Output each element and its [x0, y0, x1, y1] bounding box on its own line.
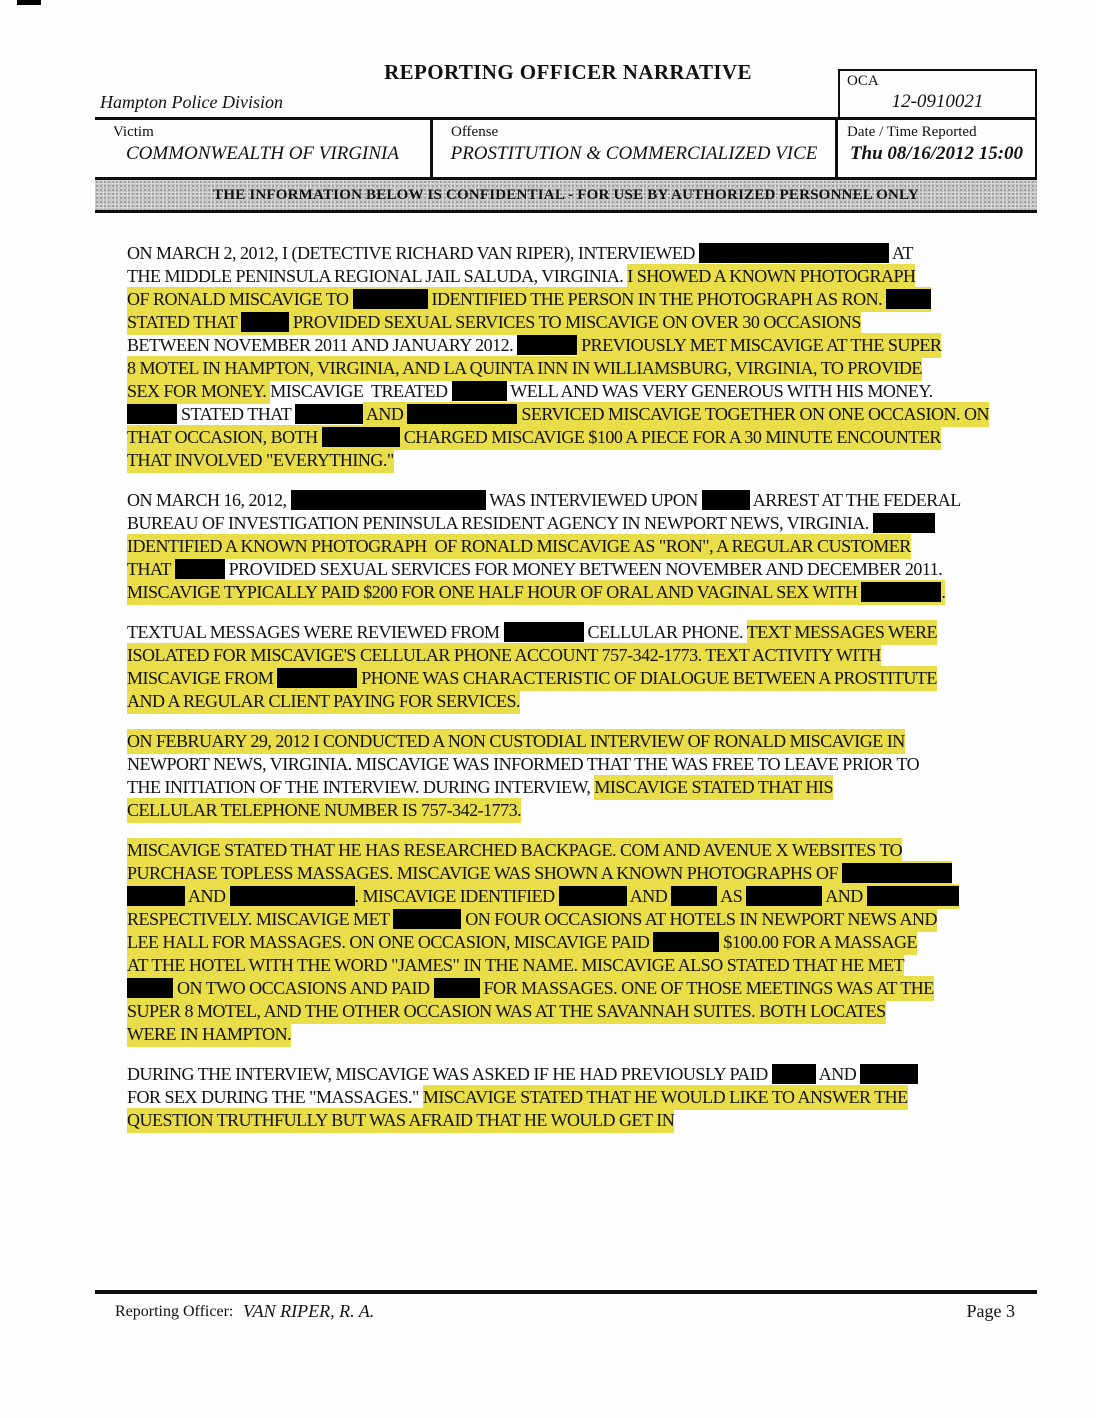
redaction-wrap — [861, 580, 941, 605]
reporting-officer-name: VAN RIPER, R. A. — [243, 1301, 375, 1321]
redaction-box — [867, 886, 959, 906]
narrative-line — [127, 730, 1019, 753]
redaction-wrap — [671, 884, 717, 909]
redaction-wrap — [127, 404, 177, 424]
text-segment: MISCAVIGE TREATED — [270, 381, 452, 401]
narrative-line — [127, 357, 1019, 380]
offense-label: Offense — [451, 124, 499, 140]
narrative-paragraph — [127, 730, 1019, 822]
narrative-line — [127, 931, 1019, 954]
narrative-line — [127, 426, 1019, 449]
redaction-wrap — [295, 404, 363, 424]
offense-cell — [433, 120, 838, 177]
reporting-officer-label: Reporting Officer: — [115, 1303, 234, 1320]
footer — [95, 1301, 1037, 1325]
text-segment: AND — [815, 1064, 861, 1084]
text-segment: CELLULAR PHONE. — [583, 622, 747, 642]
redaction-wrap — [504, 622, 584, 642]
redaction-box — [702, 490, 750, 510]
redaction-wrap — [230, 884, 355, 909]
redaction-box — [772, 1064, 816, 1084]
date-reported-cell — [838, 120, 1037, 177]
scan-artifact — [17, 0, 41, 5]
narrative-line — [127, 311, 1019, 334]
text-segment: ON TWO OCCASIONS AND PAID — [173, 976, 434, 1001]
redaction-wrap — [291, 490, 486, 510]
narrative-line — [127, 403, 1019, 426]
text-segment: AND — [627, 884, 672, 909]
text-segment: TEXTUAL MESSAGES WERE REVIEWED FROM — [127, 622, 504, 642]
text-segment: AS — [717, 884, 746, 909]
narrative-line — [127, 1063, 1019, 1086]
redaction-box — [873, 513, 935, 533]
narrative-line — [127, 1023, 1019, 1046]
narrative-paragraph — [127, 621, 1019, 713]
redaction-wrap — [860, 1064, 918, 1084]
redaction-box — [393, 909, 461, 929]
text-segment: CELLULAR TELEPHONE NUMBER IS 757-342-1773. — [127, 798, 521, 823]
text-segment: ON FEBRUARY 29, 2012 I CONDUCTED A NON CUSTODIAL INTERVIEW OF RONALD MISCAVIGE IN — [127, 729, 905, 754]
redaction-wrap — [407, 402, 517, 427]
redaction-wrap — [353, 287, 428, 312]
text-segment: PROVIDED SEXUAL SERVICES TO MISCAVIGE ON OVER 30 OCCASIONS — [289, 310, 861, 335]
text-segment: ON MARCH 2, 2012, I (DETECTIVE RICHARD VAN RIPER), INTERVIEWED — [127, 243, 699, 263]
text-segment: WELL AND WAS VERY GENEROUS WITH HIS MONEY. — [506, 381, 933, 401]
victim-cell — [95, 120, 433, 177]
narrative-body — [127, 242, 1019, 1149]
text-segment: THAT — [127, 557, 175, 582]
text-segment: ON FOUR OCCASIONS AT HOTELS IN NEWPORT NEWS AND — [461, 907, 937, 932]
text-segment: NEWPORT NEWS, VIRGINIA. MISCAVIGE WAS INFORMED THAT THE WAS FREE TO LEAVE PRIOR TO — [127, 754, 920, 774]
narrative-line — [127, 776, 1019, 799]
text-segment: PURCHASE TOPLESS MASSAGES. MISCAVIGE WAS SHOWN A KNOWN PHOTOGRAPHS OF — [127, 861, 842, 886]
narrative-line — [127, 1086, 1019, 1109]
redaction-box — [434, 978, 480, 998]
redaction-wrap — [393, 907, 461, 932]
narrative-line — [127, 535, 1019, 558]
oca-box — [838, 69, 1037, 119]
redaction-wrap — [452, 381, 507, 401]
redaction-wrap — [653, 930, 719, 955]
redaction-box — [277, 668, 357, 688]
text-segment: SUPER 8 MOTEL, AND THE OTHER OCCASION WAS AT THE SAVANNAH SUITES. BOTH LOCATES — [127, 999, 886, 1024]
narrative-paragraph — [127, 839, 1019, 1046]
narrative-line — [127, 644, 1019, 667]
text-segment: AT THE HOTEL WITH THE WORD "JAMES" IN THE NAME. MISCAVIGE ALSO STATED THAT HE MET — [127, 953, 904, 978]
redaction-wrap — [699, 243, 889, 263]
narrative-line — [127, 512, 1019, 535]
redaction-wrap — [772, 1064, 816, 1084]
text-segment: AT — [888, 243, 913, 263]
text-segment: WAS INTERVIEWED UPON — [485, 490, 702, 510]
redaction-wrap — [434, 976, 480, 1001]
redaction-wrap — [867, 884, 959, 909]
text-segment: THE MIDDLE PENINSULA REGIONAL JAIL SALUDA, VIRGINIA. — [127, 266, 628, 286]
text-segment: PHONE WAS CHARACTERISTIC OF DIALOGUE BETWEEN A PROSTITUTE — [357, 666, 937, 691]
narrative-line — [127, 449, 1019, 472]
text-segment: . MISCAVIGE IDENTIFIED — [355, 884, 559, 909]
text-segment: FOR MASSAGES. ONE OF THOSE MEETINGS WAS AT THE — [480, 976, 934, 1001]
text-segment: THE INITIATION OF THE INTERVIEW. DURING INTERVIEW, — [127, 777, 595, 797]
narrative-paragraph — [127, 242, 1019, 472]
redaction-box — [452, 381, 507, 401]
oca-number: 12-0910021 — [891, 91, 984, 112]
text-segment: . — [941, 580, 945, 605]
redaction-box — [861, 582, 941, 602]
redaction-wrap — [873, 513, 935, 533]
text-segment: OF RONALD MISCAVIGE TO — [127, 287, 353, 312]
text-segment: WERE IN HAMPTON. — [127, 1022, 291, 1047]
redaction-box — [746, 886, 822, 906]
text-segment: AND A REGULAR CLIENT PAYING FOR SERVICES. — [127, 689, 520, 714]
redaction-wrap — [886, 287, 931, 312]
redaction-wrap — [127, 884, 185, 909]
redaction-box — [842, 863, 952, 883]
redaction-wrap — [175, 557, 225, 582]
narrative-paragraph — [127, 1063, 1019, 1132]
redaction-box — [860, 1064, 918, 1084]
narrative-line — [127, 1000, 1019, 1023]
narrative-line — [127, 977, 1019, 1000]
page-number: Page 3 — [966, 1301, 1015, 1321]
narrative-line — [127, 334, 1019, 357]
text-segment: TEXT MESSAGES WERE — [747, 620, 937, 645]
redaction-box — [295, 404, 363, 424]
footer-divider — [95, 1290, 1037, 1294]
redaction-box — [504, 622, 584, 642]
text-segment: IDENTIFIED A KNOWN PHOTOGRAPH OF RONALD MISCAVIGE AS "RON", A REGULAR CUSTOMER — [127, 534, 911, 559]
redaction-wrap — [842, 861, 952, 886]
text-segment: STATED THAT — [177, 404, 295, 424]
narrative-line — [127, 380, 1019, 403]
text-segment: I SHOWED A KNOWN PHOTOGRAPH — [627, 264, 915, 289]
text-segment: FOR SEX DURING THE "MASSAGES." — [127, 1087, 423, 1107]
redaction-box — [322, 427, 400, 447]
text-segment: QUESTION TRUTHFULLY BUT WAS AFRAID THAT HE WOULD GET IN — [127, 1108, 674, 1133]
text-segment: DURING THE INTERVIEW, MISCAVIGE WAS ASKED IF HE HAD PREVIOUSLY PAID — [127, 1064, 772, 1084]
text-segment: MISCAVIGE TYPICALLY PAID $200 FOR ONE HALF HOUR OF ORAL AND VAGINAL SEX WITH — [127, 580, 861, 605]
narrative-line — [127, 753, 1019, 776]
text-segment: $100.00 FOR A MASSAGE — [719, 930, 917, 955]
text-segment: THAT OCCASION, BOTH — [127, 425, 322, 450]
narrative-line — [127, 839, 1019, 862]
narrative-line — [127, 862, 1019, 885]
redaction-wrap — [241, 310, 289, 335]
text-segment: RESPECTIVELY. MISCAVIGE MET — [127, 907, 393, 932]
text-segment: AND — [822, 884, 867, 909]
narrative-line — [127, 288, 1019, 311]
narrative-line — [127, 690, 1019, 713]
case-info-row — [95, 120, 1037, 177]
text-segment: SERVICED MISCAVIGE TOGETHER ON ONE OCCASION. ON — [517, 402, 989, 427]
text-segment: BUREAU OF INVESTIGATION PENINSULA RESIDENT AGENCY IN NEWPORT NEWS, VIRGINIA. — [127, 513, 873, 533]
text-segment: MISCAVIGE STATED THAT HIS — [594, 775, 833, 800]
redaction-box — [291, 490, 486, 510]
redaction-box — [353, 289, 428, 309]
text-segment: BETWEEN NOVEMBER 2011 AND JANUARY 2012. — [127, 335, 518, 355]
redaction-box — [127, 404, 177, 424]
redaction-wrap — [517, 335, 577, 355]
redaction-wrap — [322, 425, 400, 450]
text-segment: 8 MOTEL IN HAMPTON, VIRGINIA, AND LA QUINTA INN IN WILLIAMSBURG, VIRGINIA, TO PROVIDE — [127, 356, 922, 381]
text-segment: LEE HALL FOR MASSAGES. ON ONE OCCASION, MISCAVIGE PAID — [127, 930, 653, 955]
text-segment: MISCAVIGE STATED THAT HE WOULD LIKE TO ANSWER THE — [423, 1085, 908, 1110]
redaction-box — [241, 312, 289, 332]
date-reported-label: Date / Time Reported — [847, 124, 977, 140]
narrative-line — [127, 265, 1019, 288]
redaction-box — [127, 978, 173, 998]
offense-value: PROSTITUTION & COMMERCIALIZED VICE — [450, 143, 818, 164]
redaction-box — [653, 932, 719, 952]
text-segment: PROVIDED SEXUAL SERVICES FOR MONEY BETWEEN NOVEMBER AND DECEMBER 2011. — [224, 559, 943, 579]
narrative-line — [127, 489, 1019, 512]
text-segment: IDENTIFIED THE PERSON IN THE PHOTOGRAPH AS RON. — [428, 287, 887, 312]
document-title: REPORTING OFFICER NARRATIVE — [384, 60, 752, 84]
narrative-line — [127, 799, 1019, 822]
text-segment: ARREST AT THE FEDERAL — [749, 490, 961, 510]
redaction-wrap — [746, 884, 822, 909]
redaction-box — [230, 886, 355, 906]
narrative-line — [127, 908, 1019, 931]
text-segment: MISCAVIGE FROM — [127, 666, 277, 691]
narrative-line — [127, 885, 1019, 908]
narrative-line — [127, 621, 1019, 644]
text-segment: PREVIOUSLY MET MISCAVIGE AT THE SUPER — [577, 333, 941, 358]
redaction-wrap — [277, 666, 357, 691]
redaction-box — [886, 289, 931, 309]
date-reported-value: Thu 08/16/2012 15:00 — [849, 143, 1024, 164]
victim-value: COMMONWEALTH OF VIRGINIA — [126, 143, 399, 164]
text-segment: AND — [185, 884, 230, 909]
text-segment: AND — [363, 402, 408, 427]
redaction-box — [559, 886, 627, 906]
narrative-line — [127, 954, 1019, 977]
text-segment: SEX FOR MONEY. — [127, 379, 270, 404]
text-segment: ISOLATED FOR MISCAVIGE'S CELLULAR PHONE ACCOUNT 757-342-1773. TEXT ACTIVITY WITH — [127, 643, 881, 668]
agency-name: Hampton Police Division — [100, 92, 283, 112]
oca-label: OCA — [847, 73, 879, 89]
text-segment: ON MARCH 16, 2012, — [127, 490, 291, 510]
redaction-wrap — [702, 490, 750, 510]
redaction-wrap — [127, 976, 173, 1001]
redaction-box — [175, 559, 225, 579]
text-segment: THAT INVOLVED "EVERYTHING." — [127, 448, 394, 473]
redaction-box — [407, 404, 517, 424]
narrative-line — [127, 581, 1019, 604]
narrative-line — [127, 1109, 1019, 1132]
redaction-box — [671, 886, 717, 906]
narrative-line — [127, 558, 1019, 581]
narrative-paragraph — [127, 489, 1019, 604]
confidential-banner: THE INFORMATION BELOW IS CONFIDENTIAL - FOR USE BY AUTHORIZED PERSONNEL ONLY — [95, 177, 1037, 213]
redaction-box — [517, 335, 577, 355]
redaction-box — [699, 243, 889, 263]
narrative-line — [127, 242, 1019, 265]
narrative-line — [127, 667, 1019, 690]
text-segment: MISCAVIGE STATED THAT HE HAS RESEARCHED BACKPAGE. COM AND AVENUE X WEBSITES TO — [127, 838, 902, 863]
text-segment: CHARGED MISCAVIGE $100 A PIECE FOR A 30 MINUTE ENCOUNTER — [400, 425, 941, 450]
text-segment: STATED THAT — [127, 310, 241, 335]
victim-label: Victim — [113, 124, 154, 140]
redaction-box — [127, 886, 185, 906]
redaction-wrap — [559, 884, 627, 909]
